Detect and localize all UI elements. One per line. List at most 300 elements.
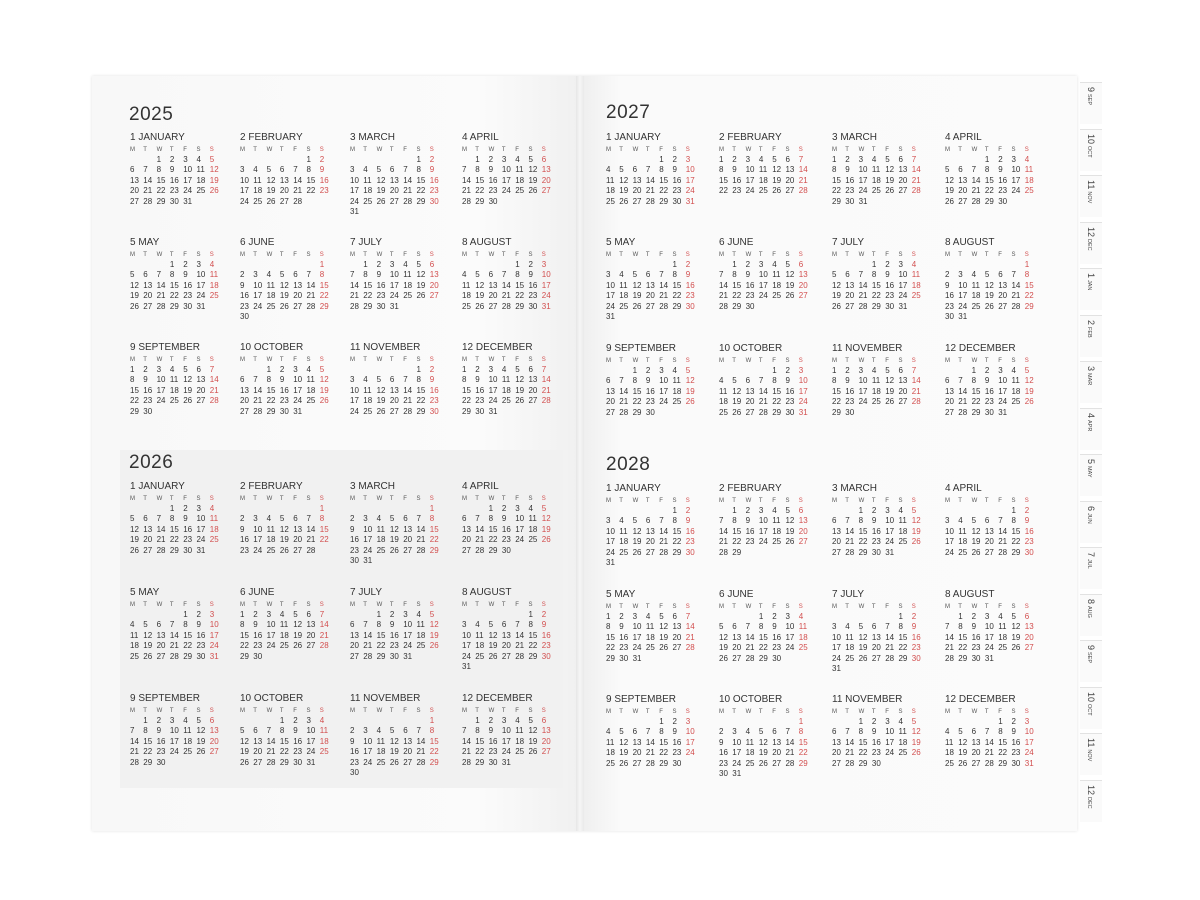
weekday-label: F <box>515 357 519 363</box>
weekday-label: T <box>958 252 962 258</box>
weekday-label: S <box>209 147 214 153</box>
day-cell: 14 <box>645 737 655 747</box>
day-cell: 13 <box>403 524 413 534</box>
day-cell <box>958 506 971 516</box>
day-cell <box>659 312 672 322</box>
weekday-label: T <box>871 252 876 258</box>
day-cell: 17 <box>196 280 206 290</box>
day-cell: 19 <box>319 385 329 395</box>
weekday-label: T <box>758 358 763 364</box>
weekday-label: T <box>253 147 257 153</box>
day-cell: 31 <box>858 196 868 206</box>
day-cell: 8 <box>376 620 382 630</box>
day-cell: 12 <box>376 385 386 395</box>
day-cell: 31 <box>350 206 359 216</box>
month-tab[interactable] <box>1080 175 1102 217</box>
day-cell: 23 <box>745 291 755 301</box>
day-cell: 16 <box>685 280 695 290</box>
weekday-label: S <box>306 708 311 714</box>
day-cell: 29 <box>528 651 538 661</box>
day-cell <box>542 662 555 672</box>
day-cell: 2 <box>528 260 533 269</box>
week-row <box>719 281 819 291</box>
day-cell: 24 <box>885 537 895 547</box>
month-tab[interactable] <box>1080 733 1102 775</box>
day-cell <box>502 197 515 207</box>
week-row <box>945 612 1045 622</box>
month-tab[interactable] <box>1080 82 1102 124</box>
day-cell: 12 <box>389 524 399 534</box>
day-cell: 7 <box>911 366 917 375</box>
day-cell <box>898 664 911 674</box>
day-cell <box>785 302 798 312</box>
week-row <box>945 291 1045 301</box>
day-cell: 16 <box>871 737 881 747</box>
day-cell: 14 <box>169 630 179 640</box>
day-cell: 3 <box>541 260 547 269</box>
day-cell <box>646 312 659 322</box>
day-cell <box>912 408 925 418</box>
day-cell: 8 <box>515 270 520 280</box>
day-cell: 12 <box>515 375 525 385</box>
day-cell: 3 <box>798 366 804 375</box>
day-cell: 10 <box>958 280 968 290</box>
day-cell: 3 <box>209 610 215 619</box>
weekday-label: T <box>871 147 876 153</box>
day-cell: 7 <box>266 726 272 736</box>
day-cell <box>515 546 528 556</box>
weekday-label: S <box>911 358 916 364</box>
day-cell: 29 <box>606 653 615 663</box>
day-cell: 21 <box>403 186 413 196</box>
weekday-label: S <box>319 708 324 714</box>
day-cell: 3 <box>1024 717 1030 726</box>
day-cell: 19 <box>279 535 289 545</box>
week-row <box>832 376 932 386</box>
weekday-label: M <box>832 147 837 153</box>
day-cell: 28 <box>945 653 954 663</box>
day-cell: 8 <box>475 165 480 175</box>
day-cell: 2 <box>772 612 777 621</box>
week-row <box>832 516 932 526</box>
month-calendar <box>350 341 450 417</box>
month-name: 4 APRIL <box>945 483 982 494</box>
year-heading: 2028 <box>606 454 651 475</box>
day-cell: 4 <box>1024 155 1030 164</box>
day-cell: 26 <box>1011 643 1021 653</box>
weekday-label: F <box>772 498 776 504</box>
month-tab[interactable] <box>1080 222 1102 264</box>
day-cell: 24 <box>240 196 249 206</box>
day-cell: 18 <box>515 736 525 746</box>
weekday-label: S <box>306 357 311 363</box>
day-cell: 10 <box>685 165 695 175</box>
weekday-label: W <box>488 147 495 153</box>
day-cell: 27 <box>429 291 439 301</box>
month-tab-abbr: DEC <box>1086 796 1092 809</box>
day-cell: 30 <box>475 406 485 416</box>
day-cell: 28 <box>306 301 316 311</box>
weekday-label: S <box>306 602 311 608</box>
day-cell: 12 <box>389 736 399 746</box>
weekday-label: T <box>169 147 174 153</box>
day-cell: 5 <box>209 155 215 164</box>
day-cell <box>845 612 858 622</box>
week-row <box>606 748 706 758</box>
month-tab-abbr: OCT <box>1086 145 1092 158</box>
day-cell <box>633 506 646 516</box>
day-cell: 16 <box>389 630 399 640</box>
day-cell: 12 <box>832 280 841 290</box>
month-tab[interactable] <box>1080 454 1102 496</box>
day-cell <box>619 366 632 376</box>
weekday-label: S <box>1011 498 1016 504</box>
day-cell: 22 <box>971 397 981 407</box>
weekday-label: T <box>501 357 506 363</box>
week-row <box>719 727 819 737</box>
weekday-label: S <box>785 358 790 364</box>
day-cell: 8 <box>672 270 677 280</box>
day-cell <box>872 612 885 622</box>
day-cell <box>170 758 183 768</box>
month-tab-number: 10 <box>1086 691 1096 702</box>
day-cell: 16 <box>183 524 193 534</box>
month-name: 9 SEPTEMBER <box>606 694 677 705</box>
day-cell: 18 <box>501 385 511 395</box>
day-cell: 19 <box>984 291 994 301</box>
day-cell: 31 <box>632 653 642 663</box>
day-cell: 10 <box>403 620 413 630</box>
day-cell: 20 <box>772 748 782 758</box>
day-cell: 8 <box>130 375 135 385</box>
day-cell: 14 <box>945 632 954 642</box>
day-cell: 16 <box>350 747 359 757</box>
day-cell: 27 <box>253 757 263 767</box>
month-tab[interactable] <box>1080 501 1102 543</box>
day-cell <box>240 504 253 514</box>
day-cell: 17 <box>685 175 695 185</box>
week-row <box>240 291 340 301</box>
day-cell: 7 <box>1011 270 1016 280</box>
weekday-label: F <box>885 252 889 258</box>
week-row <box>832 612 932 622</box>
weekday-label: S <box>685 252 690 258</box>
day-cell: 22 <box>672 291 682 301</box>
day-cell <box>240 365 253 375</box>
day-cell: 4 <box>363 165 368 175</box>
day-cell: 29 <box>169 301 179 311</box>
week-row <box>130 747 230 757</box>
day-cell: 22 <box>169 535 179 545</box>
week-row <box>945 748 1045 758</box>
day-cell <box>462 716 475 726</box>
day-cell: 7 <box>798 155 804 164</box>
day-cell: 21 <box>130 747 139 757</box>
day-cell: 4 <box>169 365 175 374</box>
day-cell: 31 <box>898 301 908 311</box>
weekday-label: S <box>685 498 690 504</box>
day-cell <box>542 546 555 556</box>
weekday-label: S <box>785 604 790 610</box>
day-cell: 17 <box>306 736 316 746</box>
day-cell: 24 <box>501 186 511 196</box>
month-name: 9 SEPTEMBER <box>130 693 201 704</box>
day-cell: 2 <box>501 504 507 513</box>
day-cell: 28 <box>958 407 968 417</box>
day-cell: 15 <box>719 175 728 185</box>
weekday-label: S <box>429 602 434 608</box>
day-cell: 31 <box>403 651 413 661</box>
month-tab[interactable] <box>1080 640 1102 682</box>
day-cell: 7 <box>462 726 467 736</box>
week-row <box>240 396 340 406</box>
day-cell <box>912 664 925 674</box>
month-tab[interactable] <box>1080 408 1102 450</box>
day-cell: 9 <box>984 376 990 386</box>
day-cell: 5 <box>832 270 837 280</box>
day-cell: 22 <box>429 535 439 545</box>
day-cell: 18 <box>606 748 615 758</box>
day-cell: 19 <box>266 186 276 196</box>
day-cell: 25 <box>253 196 263 206</box>
day-cell: 13 <box>253 736 263 746</box>
day-cell: 3 <box>501 716 507 725</box>
weekday-label: T <box>619 709 623 715</box>
day-cell: 11 <box>911 270 921 280</box>
month-tab[interactable] <box>1080 361 1102 403</box>
day-cell: 15 <box>606 632 615 642</box>
day-cell <box>377 155 390 165</box>
day-cell: 9 <box>279 375 285 385</box>
day-cell: 13 <box>798 516 808 526</box>
day-cell <box>759 769 772 779</box>
day-cell: 5 <box>475 270 480 280</box>
week-row <box>945 622 1045 632</box>
week-row <box>240 747 340 757</box>
week-row <box>945 633 1045 643</box>
weekday-label: M <box>130 602 135 608</box>
day-cell: 29 <box>363 301 373 311</box>
week-row <box>945 527 1045 537</box>
week-row <box>350 386 450 396</box>
day-cell: 8 <box>319 270 325 280</box>
day-cell: 26 <box>785 537 795 547</box>
day-cell: 14 <box>130 736 139 746</box>
week-row <box>462 407 562 417</box>
day-cell <box>686 654 699 664</box>
day-cell: 28 <box>319 641 329 651</box>
week-row <box>350 197 450 207</box>
day-cell <box>646 654 659 664</box>
month-tab[interactable] <box>1080 547 1102 589</box>
day-cell: 12 <box>279 280 289 290</box>
day-cell: 1 <box>416 155 421 164</box>
week-row <box>350 176 450 186</box>
day-cell: 4 <box>306 365 311 374</box>
day-cell: 13 <box>501 630 511 640</box>
day-cell: 10 <box>350 175 359 185</box>
week-row <box>719 291 819 301</box>
week-row <box>240 302 340 312</box>
day-cell: 15 <box>475 175 485 185</box>
day-cell: 15 <box>306 175 316 185</box>
weekday-label: F <box>515 496 519 502</box>
weekday-label: S <box>528 147 533 153</box>
day-cell: 10 <box>541 270 551 280</box>
day-cell: 8 <box>958 622 963 632</box>
day-cell: 1 <box>832 366 837 375</box>
day-cell: 10 <box>984 622 994 632</box>
day-cell: 11 <box>772 270 781 280</box>
day-cell: 2 <box>279 365 285 374</box>
day-cell: 11 <box>376 736 385 746</box>
day-cell: 18 <box>645 632 655 642</box>
day-cell: 19 <box>971 537 981 547</box>
week-row <box>130 155 230 165</box>
weekday-label: S <box>798 252 803 258</box>
month-calendar <box>240 131 340 207</box>
day-cell: 30 <box>429 406 439 416</box>
day-cell <box>157 610 170 620</box>
day-cell: 20 <box>645 537 655 547</box>
week-row <box>350 610 450 620</box>
month-calendar <box>719 482 819 558</box>
day-cell: 13 <box>998 280 1008 290</box>
day-cell: 18 <box>619 537 629 547</box>
day-cell: 11 <box>798 622 808 632</box>
month-calendar <box>350 131 450 217</box>
weekday-header <box>945 145 1045 155</box>
day-cell: 10 <box>685 727 695 737</box>
month-calendar <box>832 342 932 418</box>
day-cell <box>515 197 528 207</box>
week-row <box>832 387 932 397</box>
day-cell: 3 <box>196 504 201 513</box>
day-cell: 11 <box>898 727 907 737</box>
day-cell: 22 <box>462 396 471 406</box>
day-cell: 22 <box>632 397 642 407</box>
day-cell: 8 <box>1024 270 1030 280</box>
day-cell <box>280 155 293 165</box>
day-cell: 16 <box>143 385 153 395</box>
day-cell: 3 <box>885 717 890 726</box>
day-cell: 28 <box>515 651 525 661</box>
weekday-header <box>832 145 932 155</box>
day-cell: 7 <box>403 165 408 175</box>
day-cell: 9 <box>1011 727 1016 737</box>
day-cell: 11 <box>945 737 954 747</box>
day-cell: 24 <box>606 547 615 557</box>
weekday-label: T <box>984 147 989 153</box>
day-cell: 17 <box>606 291 615 301</box>
day-cell: 12 <box>1011 622 1021 632</box>
month-tab[interactable] <box>1080 129 1102 171</box>
day-cell: 22 <box>858 537 868 547</box>
day-cell: 21 <box>462 747 471 757</box>
month-tab[interactable] <box>1080 594 1102 636</box>
month-tab[interactable] <box>1080 687 1102 729</box>
day-cell: 9 <box>911 622 917 632</box>
day-cell: 22 <box>488 535 498 545</box>
weekday-label: W <box>266 252 273 258</box>
day-cell: 9 <box>293 726 298 736</box>
weekday-label: S <box>1011 709 1016 715</box>
week-row <box>945 759 1045 769</box>
month-tab[interactable] <box>1080 315 1102 357</box>
day-cell: 7 <box>209 365 215 374</box>
day-cell: 16 <box>156 736 166 746</box>
day-cell: 7 <box>659 270 664 280</box>
day-cell: 23 <box>350 545 359 555</box>
day-cell: 22 <box>1011 537 1021 547</box>
weekday-label: T <box>732 604 736 610</box>
week-row <box>606 165 706 175</box>
weekday-label: F <box>183 252 187 258</box>
weekday-label: S <box>911 498 916 504</box>
day-cell <box>267 504 280 514</box>
day-cell: 6 <box>196 365 201 374</box>
day-cell: 11 <box>606 737 615 747</box>
day-cell: 13 <box>832 526 841 536</box>
weekday-label: F <box>183 708 187 714</box>
weekday-label: S <box>196 357 201 363</box>
day-cell: 23 <box>672 748 682 758</box>
weekday-label: W <box>488 357 495 363</box>
weekday-label: T <box>645 604 650 610</box>
day-cell: 2 <box>1024 506 1030 515</box>
month-name: 6 JUNE <box>240 587 275 598</box>
day-cell <box>403 365 416 375</box>
day-cell: 3 <box>515 504 520 513</box>
day-cell: 1 <box>858 717 864 726</box>
day-cell: 28 <box>462 196 471 206</box>
day-cell: 1 <box>898 612 903 621</box>
day-cell <box>633 312 646 322</box>
day-cell: 20 <box>501 641 511 651</box>
day-cell: 14 <box>350 280 359 290</box>
day-cell: 29 <box>488 545 498 555</box>
day-cell: 27 <box>832 547 841 557</box>
day-cell: 11 <box>130 630 139 640</box>
weekday-label: F <box>183 602 187 608</box>
day-cell: 1 <box>169 504 175 513</box>
day-cell: 30 <box>945 311 954 321</box>
weekday-header <box>719 496 819 506</box>
day-cell <box>972 717 985 727</box>
day-cell: 5 <box>945 165 950 175</box>
month-name: 12 DECEMBER <box>945 343 1016 354</box>
day-cell <box>885 664 898 674</box>
day-cell: 5 <box>758 727 764 737</box>
day-cell: 29 <box>858 758 868 768</box>
day-cell: 18 <box>376 747 386 757</box>
day-cell: 4 <box>719 376 724 386</box>
weekday-label: T <box>758 709 763 715</box>
day-cell: 30 <box>279 406 289 416</box>
month-tab-abbr: NOV <box>1086 749 1092 762</box>
day-cell: 26 <box>240 757 249 767</box>
month-tab[interactable] <box>1080 268 1102 310</box>
day-cell <box>210 302 223 312</box>
day-cell: 22 <box>719 186 728 196</box>
day-cell: 12 <box>240 736 249 746</box>
month-tab[interactable] <box>1080 780 1102 822</box>
day-cell: 9 <box>240 524 245 534</box>
weekday-label: M <box>719 252 724 258</box>
day-cell <box>416 207 429 217</box>
day-cell: 17 <box>350 186 359 196</box>
day-cell <box>1011 408 1024 418</box>
